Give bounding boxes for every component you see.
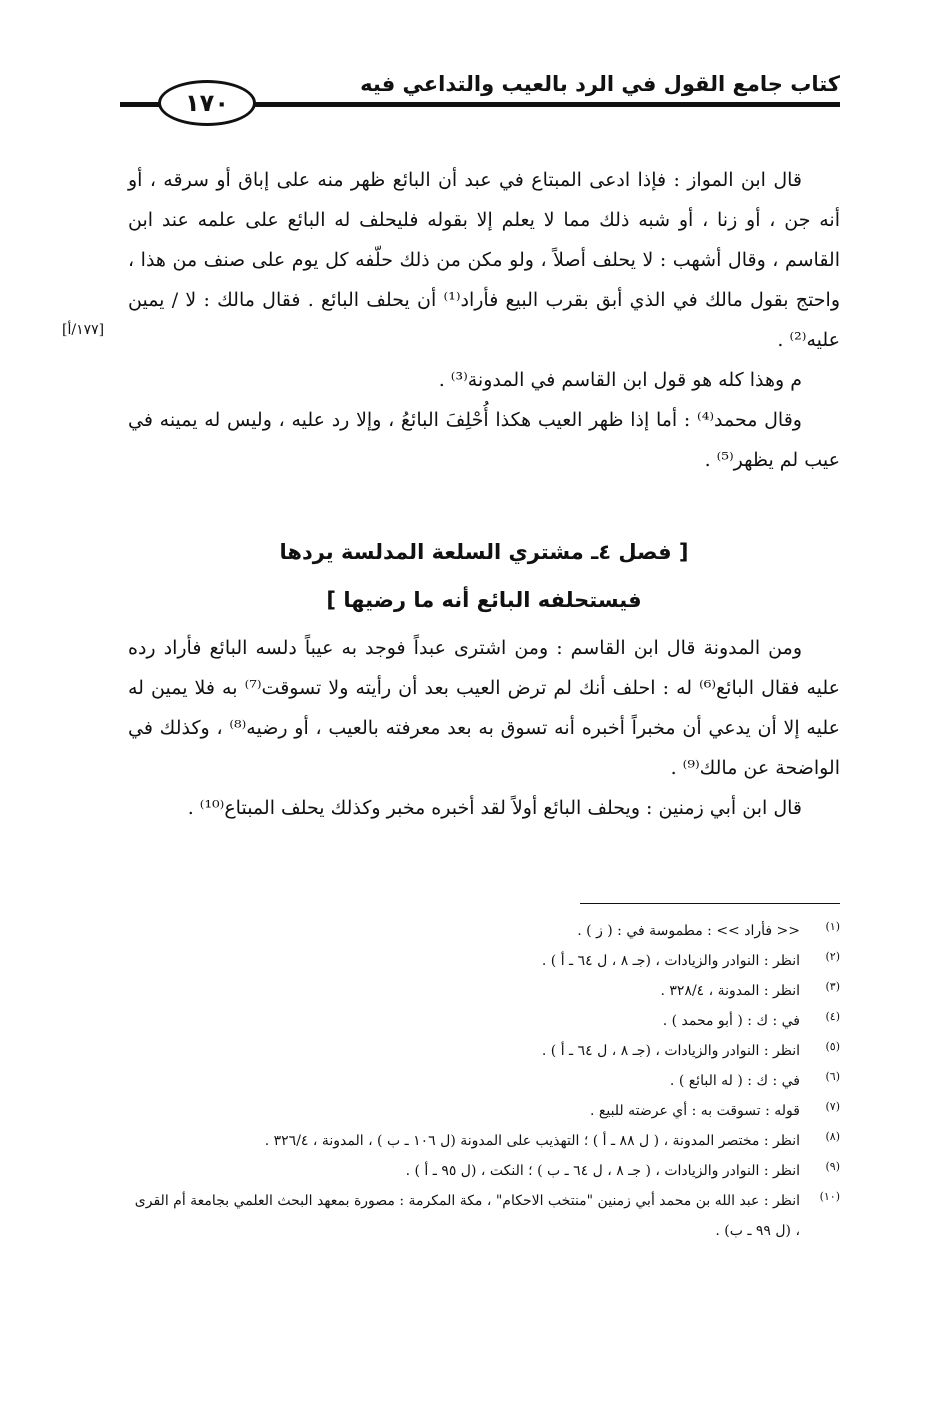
footnote-text: انظر : المدونة ، ٣٢٨/٤ . [660, 983, 800, 999]
main-text [128, 160, 840, 480]
footnote-number: (٩) [825, 1160, 840, 1173]
paragraph-4: ومن المدونة قال ابن القاسم : ومن اشترى عبداً فوجد به عيباً دلسه البائع فأراد رده عليه فقال البائع⁽⁶⁾ له : احلف أنك لم ترض العيب بعد أن رأيته ولا تسوقت⁽⁷⁾ به فلا يمين له عليه إلا أن يدعي أن مخبراً أخبره أنه تسوق به بعد معرفته بالعيب ، أو رضيه⁽⁸⁾ ، وكذلك في الواضحة عن مالك⁽⁹⁾ . [128, 637, 840, 779]
footnote-text: في : ك : ( أبو محمد ) . [662, 1013, 800, 1029]
running-title: كتاب جامع القول في الرد بالعيب والتداعي فيه [360, 72, 840, 96]
footnote-text: انظر : عبد الله بن محمد أبي زمنين "منتخب الاحكام" ، مكة المكرمة : مصورة بمعهد البحث العلمي بجامعة أم القرى ، (ل ٩٩ ـ ب) . [134, 1193, 800, 1239]
footnote-text: انظر : مختصر المدونة ، ( ل ٨٨ ـ أ ) ؛ التهذيب على المدونة (ل ١٠٦ ـ ب ) ، المدونة ، ٣٢٦/٤ . [264, 1133, 800, 1149]
footnote-text: في : ك : ( له البائع ) . [669, 1073, 800, 1089]
section-heading-line-2: فيستحلفه البائع أنه ما رضيها ] [326, 588, 642, 612]
footnote-text: << فأراد >> : مطموسة في : ( ز ) . [577, 923, 800, 939]
footnote-item [128, 1006, 840, 1036]
paragraph-5: قال ابن أبي زمنين : ويحلف البائع أولاً لقد أخبره مخبر وكذلك يحلف المبتاع⁽¹⁰⁾ . [187, 797, 802, 819]
footnotes [128, 916, 840, 1246]
section-text [128, 628, 840, 828]
footnote-item [128, 976, 840, 1006]
footnote-item [128, 1126, 840, 1156]
footnote-number: (١٠) [819, 1190, 840, 1203]
paragraph-2: م وهذا كله هو قول ابن القاسم في المدونة⁽³⁾ . [438, 369, 802, 391]
footnote-text: انظر : النوادر والزيادات ، (جـ ٨ ، ل ٦٤ ـ أ ) . [541, 953, 800, 969]
footnote-item [128, 946, 840, 976]
footnote-separator [580, 903, 840, 904]
footnote-item [128, 1096, 840, 1126]
footnote-item [128, 916, 840, 946]
header-rule [220, 102, 840, 107]
footnote-item [128, 1186, 840, 1246]
footnote-number: (١) [825, 920, 840, 933]
section-heading-line-1: [ فصل ٤ـ مشتري السلعة المدلسة يردها [279, 540, 689, 564]
paragraph-3: وقال محمد⁽⁴⁾ : أما إذا ظهر العيب هكذا أُحْلِفَ البائعُ ، وإلا رد عليه ، وليس له يمينه في عيب لم يظهر⁽⁵⁾ . [128, 409, 840, 471]
footnote-text: قوله : تسوقت به : أي عرضته للبيع . [590, 1103, 800, 1119]
footnote-item [128, 1036, 840, 1066]
footnote-number: (٣) [825, 980, 840, 993]
footnote-number: (٥) [825, 1040, 840, 1053]
footnote-text: انظر : النوادر والزيادات ، (جـ ٨ ، ل ٦٤ ـ أ ) . [541, 1043, 800, 1059]
footnote-text: انظر : النوادر والزيادات ، ( جـ ٨ ، ل ٦٤ ـ ب ) ؛ النكت ، (ل ٩٥ ـ أ ) . [405, 1163, 800, 1179]
footnote-item [128, 1156, 840, 1186]
footnote-item [128, 1066, 840, 1096]
footnote-number: (٨) [825, 1130, 840, 1143]
margin-folio-note: [١٧٧/أ] [62, 322, 105, 338]
paragraph-1: قال ابن المواز : فإذا ادعى المبتاع في عبد أن البائع ظهر منه على إباق أو سرقه ، أو أنه جن ، أو زنا ، أو شبه ذلك مما لا يعلم إلا بقوله فليحلف له البائع على علمه عند ابن القاسم ، وقال أشهب : لا يحلف أصلاً ، ولو مكن من ذلك حلّفه كل يوم على صنف من هذا ، واحتج بقول مالك في الذي أبق بقرب البيع فأراد⁽¹⁾ أن يحلف البائع . فقال مالك : لا / يمين عليه⁽²⁾ . [128, 169, 840, 351]
footnote-number: (٧) [825, 1100, 840, 1113]
footnote-number: (٢) [825, 950, 840, 963]
page-header [120, 68, 840, 128]
page-number: ١٧٠ [158, 80, 256, 126]
footnote-number: (٦) [825, 1070, 840, 1083]
footnote-number: (٤) [825, 1010, 840, 1023]
